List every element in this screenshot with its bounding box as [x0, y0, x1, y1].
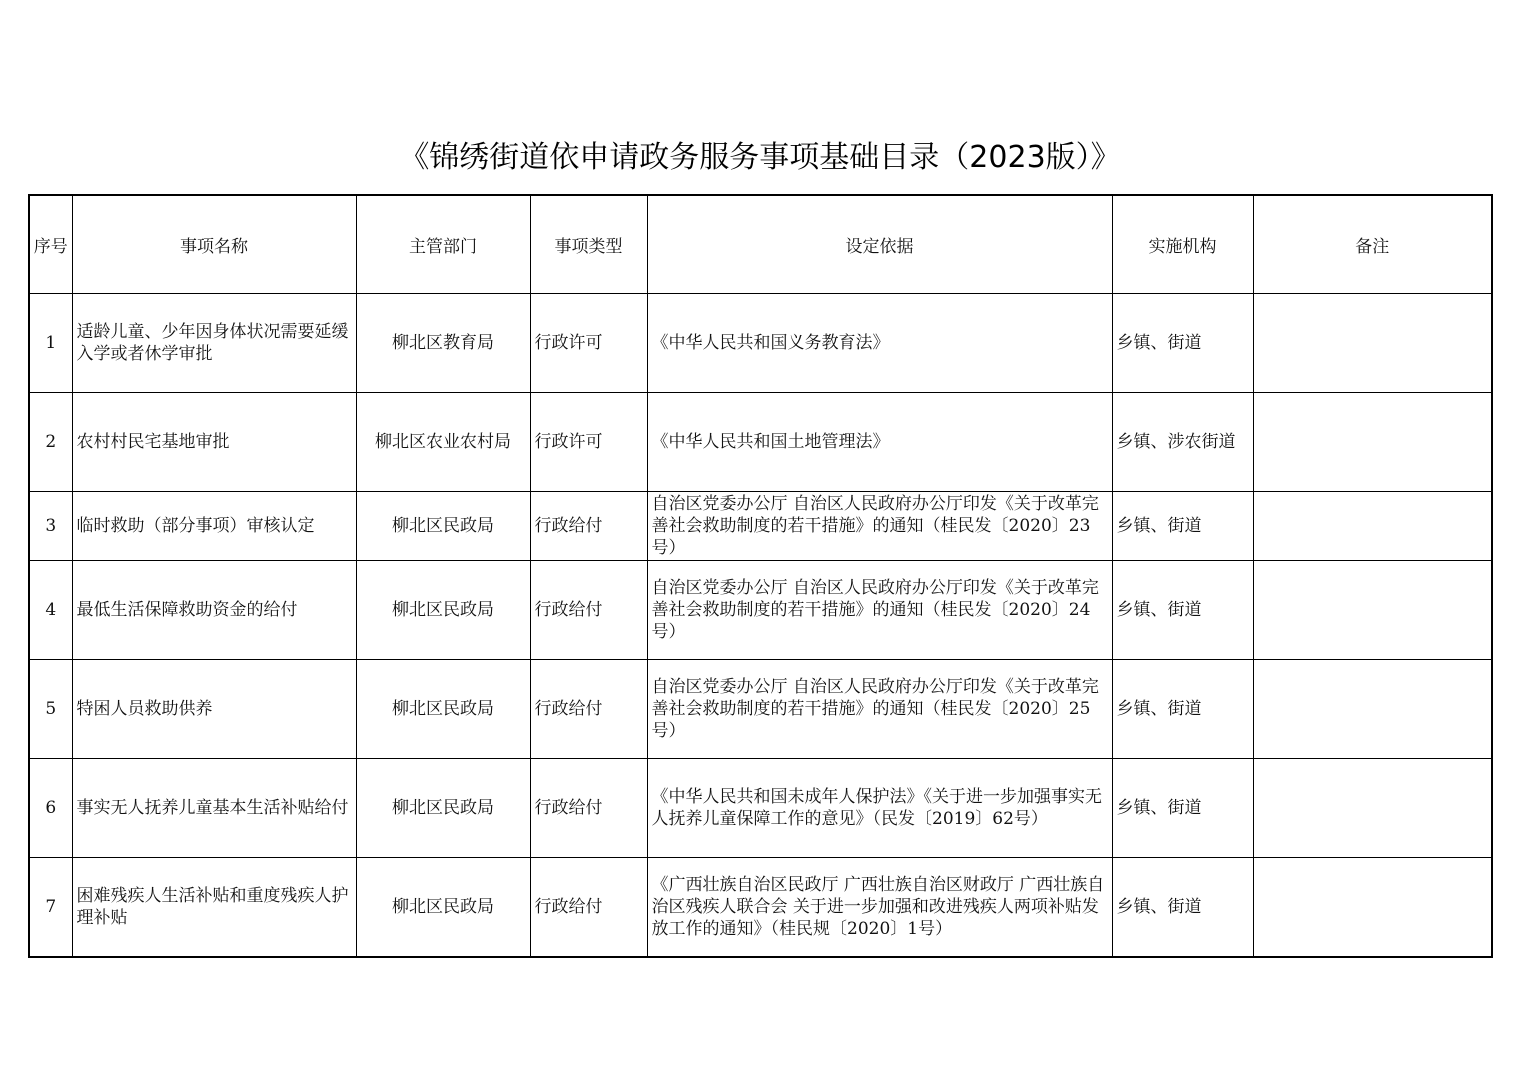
- header-org: 实施机构: [1112, 195, 1253, 294]
- cell-basis: 自治区党委办公厅 自治区人民政府办公厅印发《关于改革完善社会救助制度的若干措施》的通知（桂民发〔2020〕25号）: [647, 660, 1112, 759]
- table-row: [29, 492, 1492, 561]
- cell-type: 行政给付: [530, 561, 647, 660]
- header-name: 事项名称: [72, 195, 356, 294]
- cell-dept: 柳北区民政局: [356, 492, 530, 561]
- table-row: [29, 858, 1492, 957]
- cell-type: 行政给付: [530, 759, 647, 858]
- cell-note: [1253, 561, 1492, 660]
- cell-no: 2: [29, 393, 72, 492]
- cell-dept: 柳北区教育局: [356, 294, 530, 393]
- cell-note: [1253, 660, 1492, 759]
- cell-type: 行政许可: [530, 294, 647, 393]
- cell-name: 特困人员救助供养: [72, 660, 356, 759]
- cell-org: 乡镇、街道: [1112, 759, 1253, 858]
- table-row: [29, 294, 1492, 393]
- cell-basis: 《中华人民共和国土地管理法》: [647, 393, 1112, 492]
- cell-basis: 自治区党委办公厅 自治区人民政府办公厅印发《关于改革完善社会救助制度的若干措施》的通知（桂民发〔2020〕24号）: [647, 561, 1112, 660]
- cell-dept: 柳北区民政局: [356, 561, 530, 660]
- cell-type: 行政给付: [530, 660, 647, 759]
- cell-name: 临时救助（部分事项）审核认定: [72, 492, 356, 561]
- cell-no: 5: [29, 660, 72, 759]
- cell-dept: 柳北区民政局: [356, 759, 530, 858]
- cell-name: 事实无人抚养儿童基本生活补贴给付: [72, 759, 356, 858]
- cell-dept: 柳北区民政局: [356, 858, 530, 957]
- cell-no: 6: [29, 759, 72, 858]
- cell-name: 适龄儿童、少年因身体状况需要延缓入学或者休学审批: [72, 294, 356, 393]
- cell-name: 最低生活保障救助资金的给付: [72, 561, 356, 660]
- cell-note: [1253, 858, 1492, 957]
- cell-no: 1: [29, 294, 72, 393]
- cell-type: 行政给付: [530, 858, 647, 957]
- cell-basis: 《中华人民共和国未成年人保护法》《关于进一步加强事实无人抚养儿童保障工作的意见》（民发〔2019〕62号）: [647, 759, 1112, 858]
- cell-org: 乡镇、涉农街道: [1112, 393, 1253, 492]
- cell-org: 乡镇、街道: [1112, 294, 1253, 393]
- cell-basis: 《广西壮族自治区民政厅 广西壮族自治区财政厅 广西壮族自治区残疾人联合会 关于进一步加强和改进残疾人两项补贴发放工作的通知》（桂民规〔2020〕1号）: [647, 858, 1112, 957]
- cell-no: 7: [29, 858, 72, 957]
- cell-basis: 《中华人民共和国义务教育法》: [647, 294, 1112, 393]
- header-dept: 主管部门: [356, 195, 530, 294]
- cell-type: 行政给付: [530, 492, 647, 561]
- header-no: 序号: [29, 195, 72, 294]
- header-note: 备注: [1253, 195, 1492, 294]
- header-type: 事项类型: [530, 195, 647, 294]
- service-catalog-table: [28, 194, 1493, 958]
- cell-dept: 柳北区农业农村局: [356, 393, 530, 492]
- cell-no: 4: [29, 561, 72, 660]
- cell-name: 农村村民宅基地审批: [72, 393, 356, 492]
- cell-note: [1253, 759, 1492, 858]
- cell-name: 困难残疾人生活补贴和重度残疾人护理补贴: [72, 858, 356, 957]
- header-basis: 设定依据: [647, 195, 1112, 294]
- table-row: [29, 561, 1492, 660]
- cell-org: 乡镇、街道: [1112, 561, 1253, 660]
- table-header-row: [29, 195, 1492, 294]
- cell-note: [1253, 492, 1492, 561]
- cell-org: 乡镇、街道: [1112, 858, 1253, 957]
- cell-basis: 自治区党委办公厅 自治区人民政府办公厅印发《关于改革完善社会救助制度的若干措施》的通知（桂民发〔2020〕23号）: [647, 492, 1112, 561]
- cell-org: 乡镇、街道: [1112, 492, 1253, 561]
- table-row: [29, 759, 1492, 858]
- table-row: [29, 660, 1492, 759]
- cell-note: [1253, 393, 1492, 492]
- cell-dept: 柳北区民政局: [356, 660, 530, 759]
- cell-type: 行政许可: [530, 393, 647, 492]
- cell-note: [1253, 294, 1492, 393]
- document-title: 《锦绣街道依申请政务服务事项基础目录（2023版）》: [399, 140, 1121, 175]
- table-row: [29, 393, 1492, 492]
- cell-no: 3: [29, 492, 72, 561]
- cell-org: 乡镇、街道: [1112, 660, 1253, 759]
